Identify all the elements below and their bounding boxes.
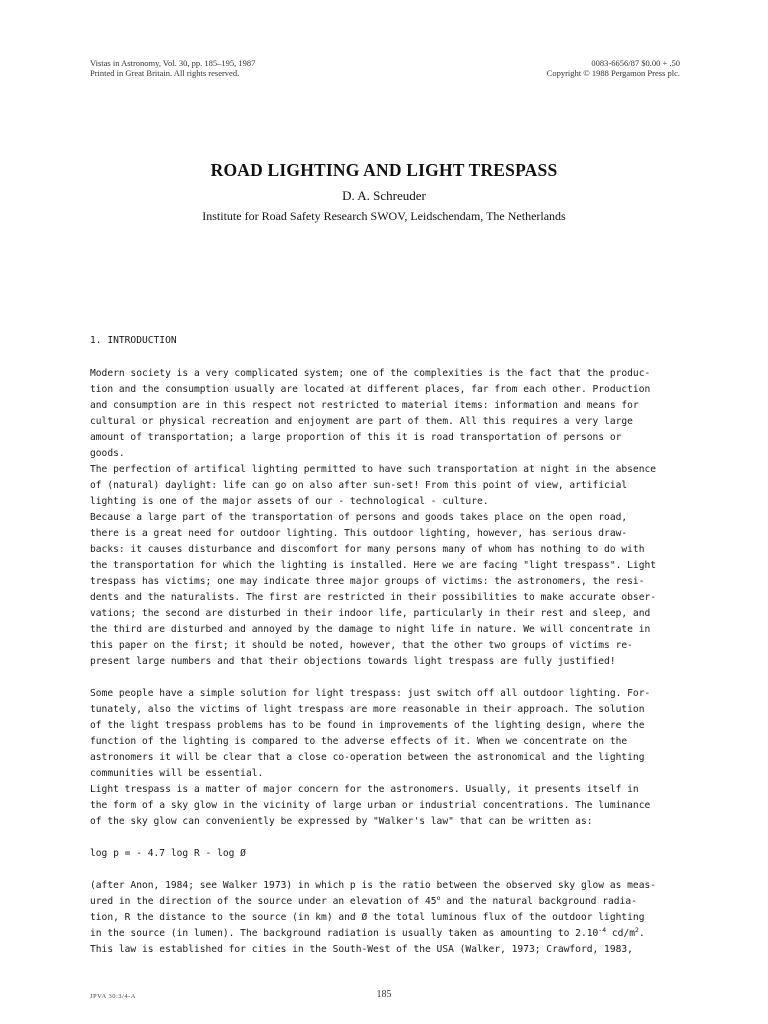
journal-volume-line: Vistas in Astronomy, Vol. 30, pp. 185–195, 1987: [90, 58, 256, 68]
text-line: function of the lighting is compared to the adverse effects of it. When we concentrate on the: [90, 736, 628, 747]
article-body: [90, 333, 690, 958]
article-title-block: [0, 158, 768, 224]
text-line: Light trespass is a matter of major concern for the astronomers. Usually, it presents itself in: [90, 784, 639, 795]
text-line: of (natural) daylight: life can go on also after sun-set! From this point of view, artificial: [90, 480, 628, 491]
text-line: (after Anon, 1984; see Walker 1973) in which p is the ratio between the observed sky glow as meas-: [90, 880, 657, 891]
text-line: dents and the naturalists. The first are restricted in their possibilities to make accurate obser-: [90, 592, 657, 603]
text-line: the form of a sky glow in the vicinity of large urban or industrial concentrations. The luminance: [90, 800, 651, 811]
text-line: communities will be essential.: [90, 768, 264, 779]
text-line: astronomers it will be clear that a close co-operation between the astronomical and the lighting: [90, 752, 645, 763]
text-fragment: in the source (in lumen). The background radiation is usually taken as amounting to 2.10: [90, 928, 599, 939]
text-line: vations; the second are disturbed in their indoor life, particularly in their rest and sleep, and: [90, 608, 651, 619]
text-line: and consumption are in this respect not restricted to material items: information and means for: [90, 400, 639, 411]
text-fragment: cd/m: [606, 928, 636, 939]
journal-citation: [90, 58, 255, 78]
copyright-line: Copyright © 1988 Pergamon Press plc.: [546, 68, 680, 78]
paragraph-2: [90, 686, 690, 830]
text-line: tunately, also the victims of light trespass are more reasonable in their approach. The solution: [90, 704, 645, 715]
text-line: cultural or physical recreation and enjoyment are part of them. All this requires a very large: [90, 416, 633, 427]
text-line: present large numbers and that their objections towards light trespass are fully justified!: [90, 656, 616, 667]
text-line: tion, R the distance to the source (in km) and Ø the total luminous flux of the outdoor lighting: [90, 912, 645, 923]
page-number: 185: [376, 989, 392, 1000]
text-line: lighting is one of the major assets of our - technological - culture.: [90, 496, 489, 507]
text-line: the third are disturbed and annoyed by the damage to night life in nature. We will concentrate in: [90, 624, 651, 635]
text-fragment: ured in the direction of the source under an elevation of 45: [90, 896, 437, 907]
text-fragment: and the natural background radia-: [440, 896, 637, 907]
article-author: D. A. Schreuder: [342, 188, 426, 203]
text-line: trespass has victims; one may indicate three major groups of victims: the astronomers, the resi-: [90, 576, 645, 587]
text-line: Some people have a simple solution for light trespass: just switch off all outdoor lighting. For-: [90, 688, 651, 699]
text-line: Because a large part of the transportation of persons and goods takes place on the open road,: [90, 512, 628, 523]
printed-in-line: Printed in Great Britain. All rights reserved.: [90, 68, 240, 78]
copyright-block: [547, 58, 680, 78]
text-line: tion and the consumption usually are located at different places, far from each other. Production: [90, 384, 651, 395]
text-line: Modern society is a very complicated system; one of the complexities is the fact that the produc-: [90, 368, 651, 379]
spacer: [90, 862, 690, 878]
text-fragment: .: [638, 928, 645, 939]
spacer: [90, 830, 690, 846]
walkers-law-equation: log p = - 4.7 log R - log Ø: [90, 848, 246, 859]
unit-superscript: 2: [635, 926, 639, 934]
issn-price-line: 0083-6656/87 $0.00 + .50: [591, 58, 680, 68]
text-line: amount of transportation; a large proportion of this it is road transportation of persons or: [90, 432, 622, 443]
text-line: The perfection of artifical lighting permitted to have such transportation at night in the absence: [90, 464, 657, 475]
paragraph-3: [90, 878, 690, 958]
text-line: of the light trespass problems has to be found in improvements of the lighting design, where the: [90, 720, 645, 731]
text-line: this paper on the first; it should be noted, however, that the other two groups of victims re-: [90, 640, 633, 651]
article-title: ROAD LIGHTING AND LIGHT TRESPASS: [210, 160, 558, 180]
spacer: [90, 670, 690, 686]
text-line: This law is established for cities in the South-West of the USA (Walker, 1973; Crawford, 1983,: [90, 944, 633, 955]
text-line: backs: it causes disturbance and discomfort for many persons many of whom has nothing to do with: [90, 544, 645, 555]
spacer: [90, 349, 690, 366]
author-affiliation: Institute for Road Safety Research SWOV, Leidschendam, The Netherlands: [202, 209, 566, 223]
text-line: [90, 894, 690, 910]
text-line: [90, 926, 690, 942]
exponent-superscript: -4: [598, 926, 607, 934]
section-heading: 1. INTRODUCTION: [90, 335, 177, 346]
text-line: of the sky glow can conveniently be expressed by "Walker's law" that can be written as:: [90, 816, 593, 827]
text-line: goods.: [90, 448, 125, 459]
paragraph-1: [90, 366, 690, 670]
text-line: there is a great need for outdoor lighting. This outdoor lighting, however, has serious draw-: [90, 528, 628, 539]
degree-superscript: o: [436, 894, 441, 902]
journal-code: JPVA 30:3/4-A: [90, 993, 136, 1000]
text-line: the transportation for which the lighting is installed. Here we are facing "light trespass". Light: [90, 560, 657, 571]
